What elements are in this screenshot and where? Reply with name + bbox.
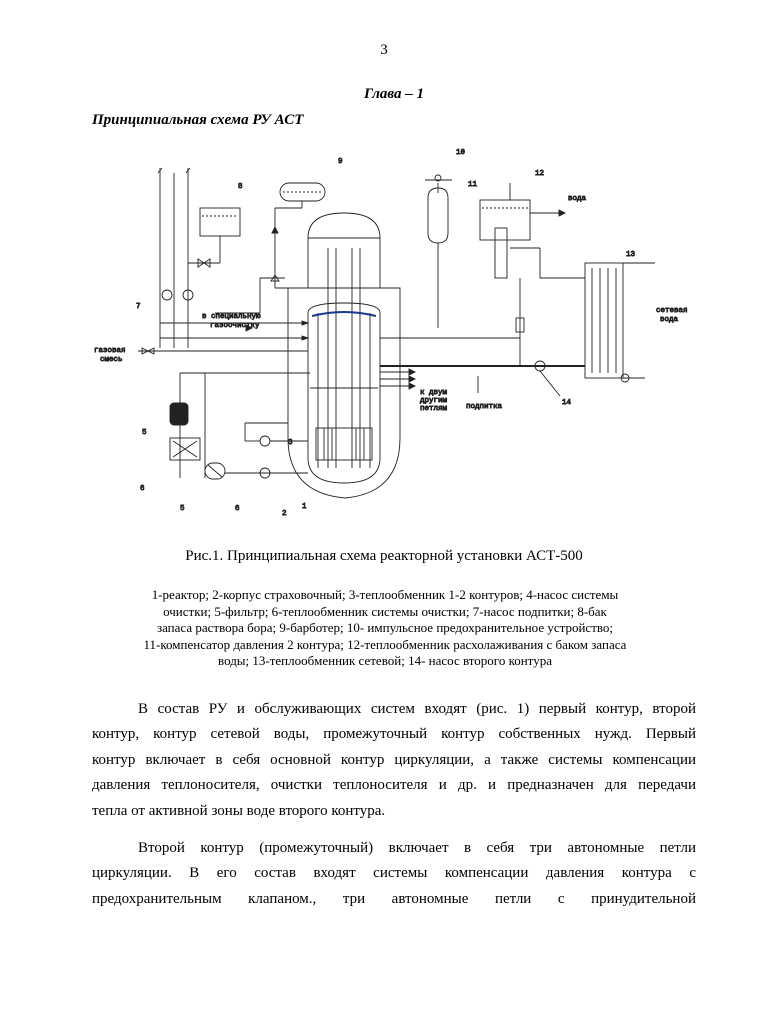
fig-label-9: 9 [338, 158, 343, 166]
page-number: 3 [380, 42, 388, 58]
fig-label-to-two-1: к двум [420, 389, 448, 397]
fig-label-gas-2: смесь [100, 356, 123, 364]
reactor-assembly [288, 213, 400, 498]
fig-label-1: 1 [302, 503, 307, 511]
fig-label-14: 14 [562, 399, 572, 407]
legend-line: 1-реактор; 2-корпус страховочный; 3-теплообменник 1-2 контуров; 4-насос системы [151, 587, 619, 602]
fig-label-gas-1: газовая [94, 347, 126, 355]
paragraph-line: контур включает в себя основной контур циркуляции, а также системы компенсации [92, 751, 696, 768]
legend-line: запаса раствора бора; 9-барботер; 10- импульсное предохранительное устройство; [156, 620, 614, 636]
fig-label-10: 10 [456, 149, 466, 157]
second-loop-piping [380, 278, 585, 396]
fig-label-6a: 6 [140, 485, 145, 493]
fig-label-11: 11 [468, 181, 478, 189]
fig-label-5a: 5 [142, 429, 147, 437]
fig-label-12: 12 [535, 170, 545, 178]
boron-tank-8 [188, 208, 240, 267]
fig-label-6b: 6 [235, 505, 240, 513]
paragraph-line: давления теплоносителя, очистки теплоносителя и др. и предназначен для передачи [92, 777, 696, 794]
legend-line: воды; 13-теплообменник сетевой; 14- насос второго контура [218, 653, 552, 669]
fig-label-7: 7 [136, 303, 141, 311]
paragraph-line: циркуляции. В его состав входят системы компенсации давления контура с [92, 865, 696, 882]
figure-caption: Рис.1. Принципиальная схема реакторной установки АСТ-500 [185, 548, 583, 564]
paragraph-line: тепла от активной зоны воде второго контура. [92, 802, 386, 819]
cleaning-system [170, 373, 310, 479]
fig-label-to-two-2: другим [420, 397, 448, 405]
fig-label-network-1: сетевая [656, 307, 688, 315]
fig-label-network-2: вода [660, 316, 679, 324]
bubbler-9 [271, 183, 325, 288]
legend-line: очистки; 5-фильтр; 6-теплообменник системы очистки; 7-насос подпитки; 8-бак [163, 603, 607, 619]
legend-line: 11-компенсатор давления 2 контура; 12-теплообменник расхолаживания с баком запаса [143, 636, 627, 652]
paragraph-line: контур, контур сетевой воды, промежуточный контур собственных нужд. Первый [92, 726, 696, 743]
body-paragraph-2 [92, 836, 696, 912]
fig-label-3: 3 [288, 439, 293, 447]
fig-label-2: 2 [282, 510, 287, 518]
network-heat-exchanger-13 [510, 248, 655, 382]
fig-label-special-2: газоочистку [210, 322, 260, 330]
reactor-schematic-svg [70, 138, 710, 528]
fig-label-8: 8 [238, 183, 243, 191]
chapter-title: Глава – 1 [363, 86, 425, 102]
fig-label-5b: 5 [180, 505, 185, 513]
fig-label-water: вода [568, 195, 587, 203]
fig-label-13: 13 [626, 251, 636, 259]
body-paragraph-1 [92, 697, 696, 824]
fig-label-to-two-3: петлям [420, 405, 448, 413]
section-title: Принципиальная схема РУ АСТ [92, 112, 304, 128]
fig-label-makeup: подпитка [466, 403, 503, 411]
paragraph-line: Второй контур (промежуточный) включает в себя три автономные петли [138, 840, 696, 856]
fig-label-special-1: в специальную [202, 313, 261, 321]
reactor-schematic-figure [70, 138, 710, 528]
paragraph-line: предохранительным клапаном., три автономные петли с принудительной [92, 890, 696, 907]
figure-legend [100, 587, 670, 670]
top-right-devices [425, 175, 565, 328]
paragraph-line: В состав РУ и обслуживающих систем входят (рис. 1) первый контур, второй [138, 701, 696, 717]
